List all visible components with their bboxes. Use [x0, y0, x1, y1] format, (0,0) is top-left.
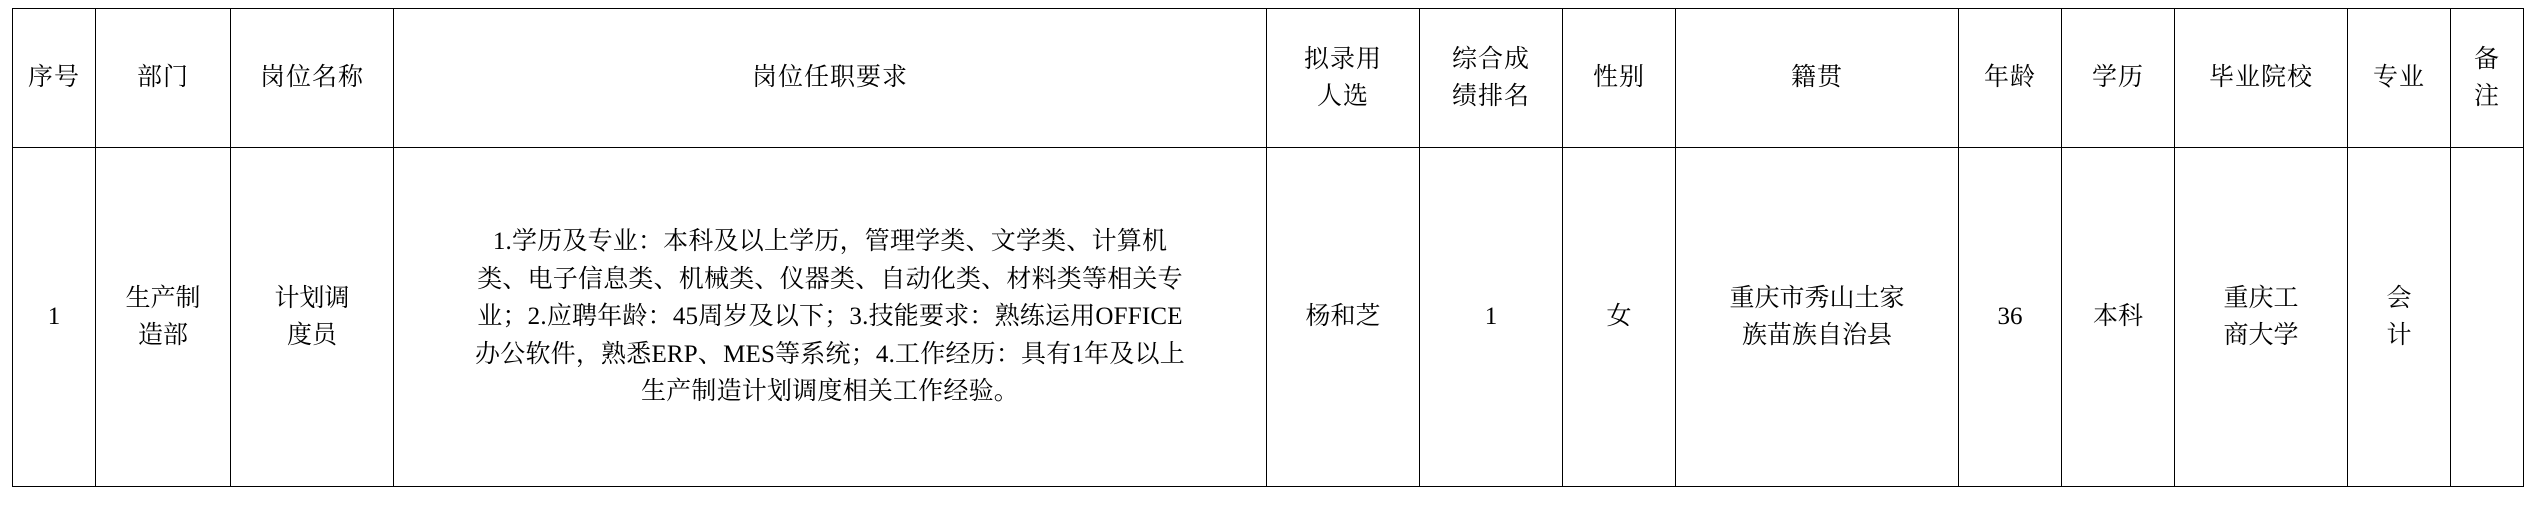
header-cell-post — [231, 9, 394, 148]
header-cell-education — [2062, 9, 2175, 148]
header-cell-dept — [96, 9, 231, 148]
requirement-line-2: 类、电子信息类、机械类、仪器类、自动化类、材料类等相关专 — [477, 265, 1183, 293]
header-label-education: 学历 — [2091, 64, 2144, 92]
cell-person — [1267, 148, 1420, 487]
header-cell-school — [2175, 9, 2348, 148]
header-label-school: 毕业院校 — [2208, 64, 2313, 92]
header-label-seq: 序号 — [27, 64, 80, 92]
cell-value-school-line2: 商大学 — [2223, 322, 2299, 349]
cell-value-major-line2: 计 — [2386, 322, 2412, 349]
header-cell-person — [1267, 9, 1420, 148]
cell-school — [2175, 148, 2348, 487]
cell-age — [1959, 148, 2062, 487]
table-header — [13, 9, 2524, 148]
cell-value-age: 36 — [1997, 303, 2023, 331]
header-cell-remark — [2451, 9, 2524, 148]
cell-value-post-line1: 计划调 — [274, 284, 350, 312]
cell-value-gender: 女 — [1606, 303, 1632, 331]
cell-major — [2348, 148, 2451, 487]
cell-value-native-line2: 族苗族自治县 — [1741, 322, 1892, 349]
header-cell-seq — [13, 9, 96, 148]
header-label-rank-line1: 综合成 — [1451, 45, 1530, 73]
header-cell-major — [2348, 9, 2451, 148]
header-label-rank-line2: 绩排名 — [1451, 83, 1530, 110]
header-label-major: 专业 — [2372, 64, 2425, 92]
header-label-gender: 性别 — [1592, 64, 1645, 92]
cell-value-rank: 1 — [1484, 303, 1498, 331]
cell-education — [2062, 148, 2175, 487]
header-cell-requirement — [394, 9, 1267, 148]
header-row — [13, 9, 2524, 148]
header-label-age: 年龄 — [1983, 64, 2036, 92]
recruitment-table — [12, 8, 2524, 487]
requirement-line-4: 办公软件，熟悉ERP、MES等系统；4.工作经历：具有1年及以上 — [475, 340, 1185, 368]
header-label-native: 籍贯 — [1790, 64, 1843, 92]
cell-value-person: 杨和芝 — [1305, 303, 1381, 331]
cell-remark — [2451, 148, 2524, 487]
header-label-post: 岗位名称 — [259, 64, 364, 92]
header-label-dept: 部门 — [136, 64, 189, 92]
header-cell-rank — [1420, 9, 1563, 148]
cell-native — [1676, 148, 1959, 487]
cell-requirement — [394, 148, 1267, 487]
cell-seq — [13, 148, 96, 487]
cell-value-school-line1: 重庆工 — [2223, 284, 2299, 312]
cell-value-dept-line2: 造部 — [137, 322, 188, 349]
cell-gender — [1563, 148, 1676, 487]
cell-value-seq: 1 — [47, 303, 61, 331]
header-cell-native — [1676, 9, 1959, 148]
header-label-person-line2: 人选 — [1316, 83, 1369, 110]
cell-value-major-line1: 会 — [2386, 284, 2412, 312]
cell-value-post-line2: 度员 — [286, 322, 337, 349]
cell-rank — [1420, 148, 1563, 487]
header-label-remark-line2: 注 — [2473, 83, 2500, 110]
table-row — [13, 148, 2524, 487]
requirement-line-5: 生产制造计划调度相关工作经验。 — [640, 378, 1019, 406]
cell-post — [231, 148, 394, 487]
requirement-line-1: 1.学历及专业：本科及以上学历，管理学类、文学类、计算机 — [492, 228, 1168, 256]
header-label-requirement: 岗位任职要求 — [751, 64, 908, 92]
header-cell-age — [1959, 9, 2062, 148]
header-cell-gender — [1563, 9, 1676, 148]
requirement-line-3: 业；2.应聘年龄：45周岁及以下；3.技能要求：熟练运用OFFICE — [477, 303, 1183, 331]
cell-value-dept-line1: 生产制 — [125, 284, 201, 312]
cell-value-native-line1: 重庆市秀山土家 — [1729, 284, 1905, 312]
cell-value-education: 本科 — [2092, 303, 2143, 331]
cell-dept — [96, 148, 231, 487]
header-label-person-line1: 拟录用 — [1303, 45, 1382, 73]
header-label-remark-line1: 备 — [2473, 45, 2500, 73]
table-body — [13, 148, 2524, 487]
